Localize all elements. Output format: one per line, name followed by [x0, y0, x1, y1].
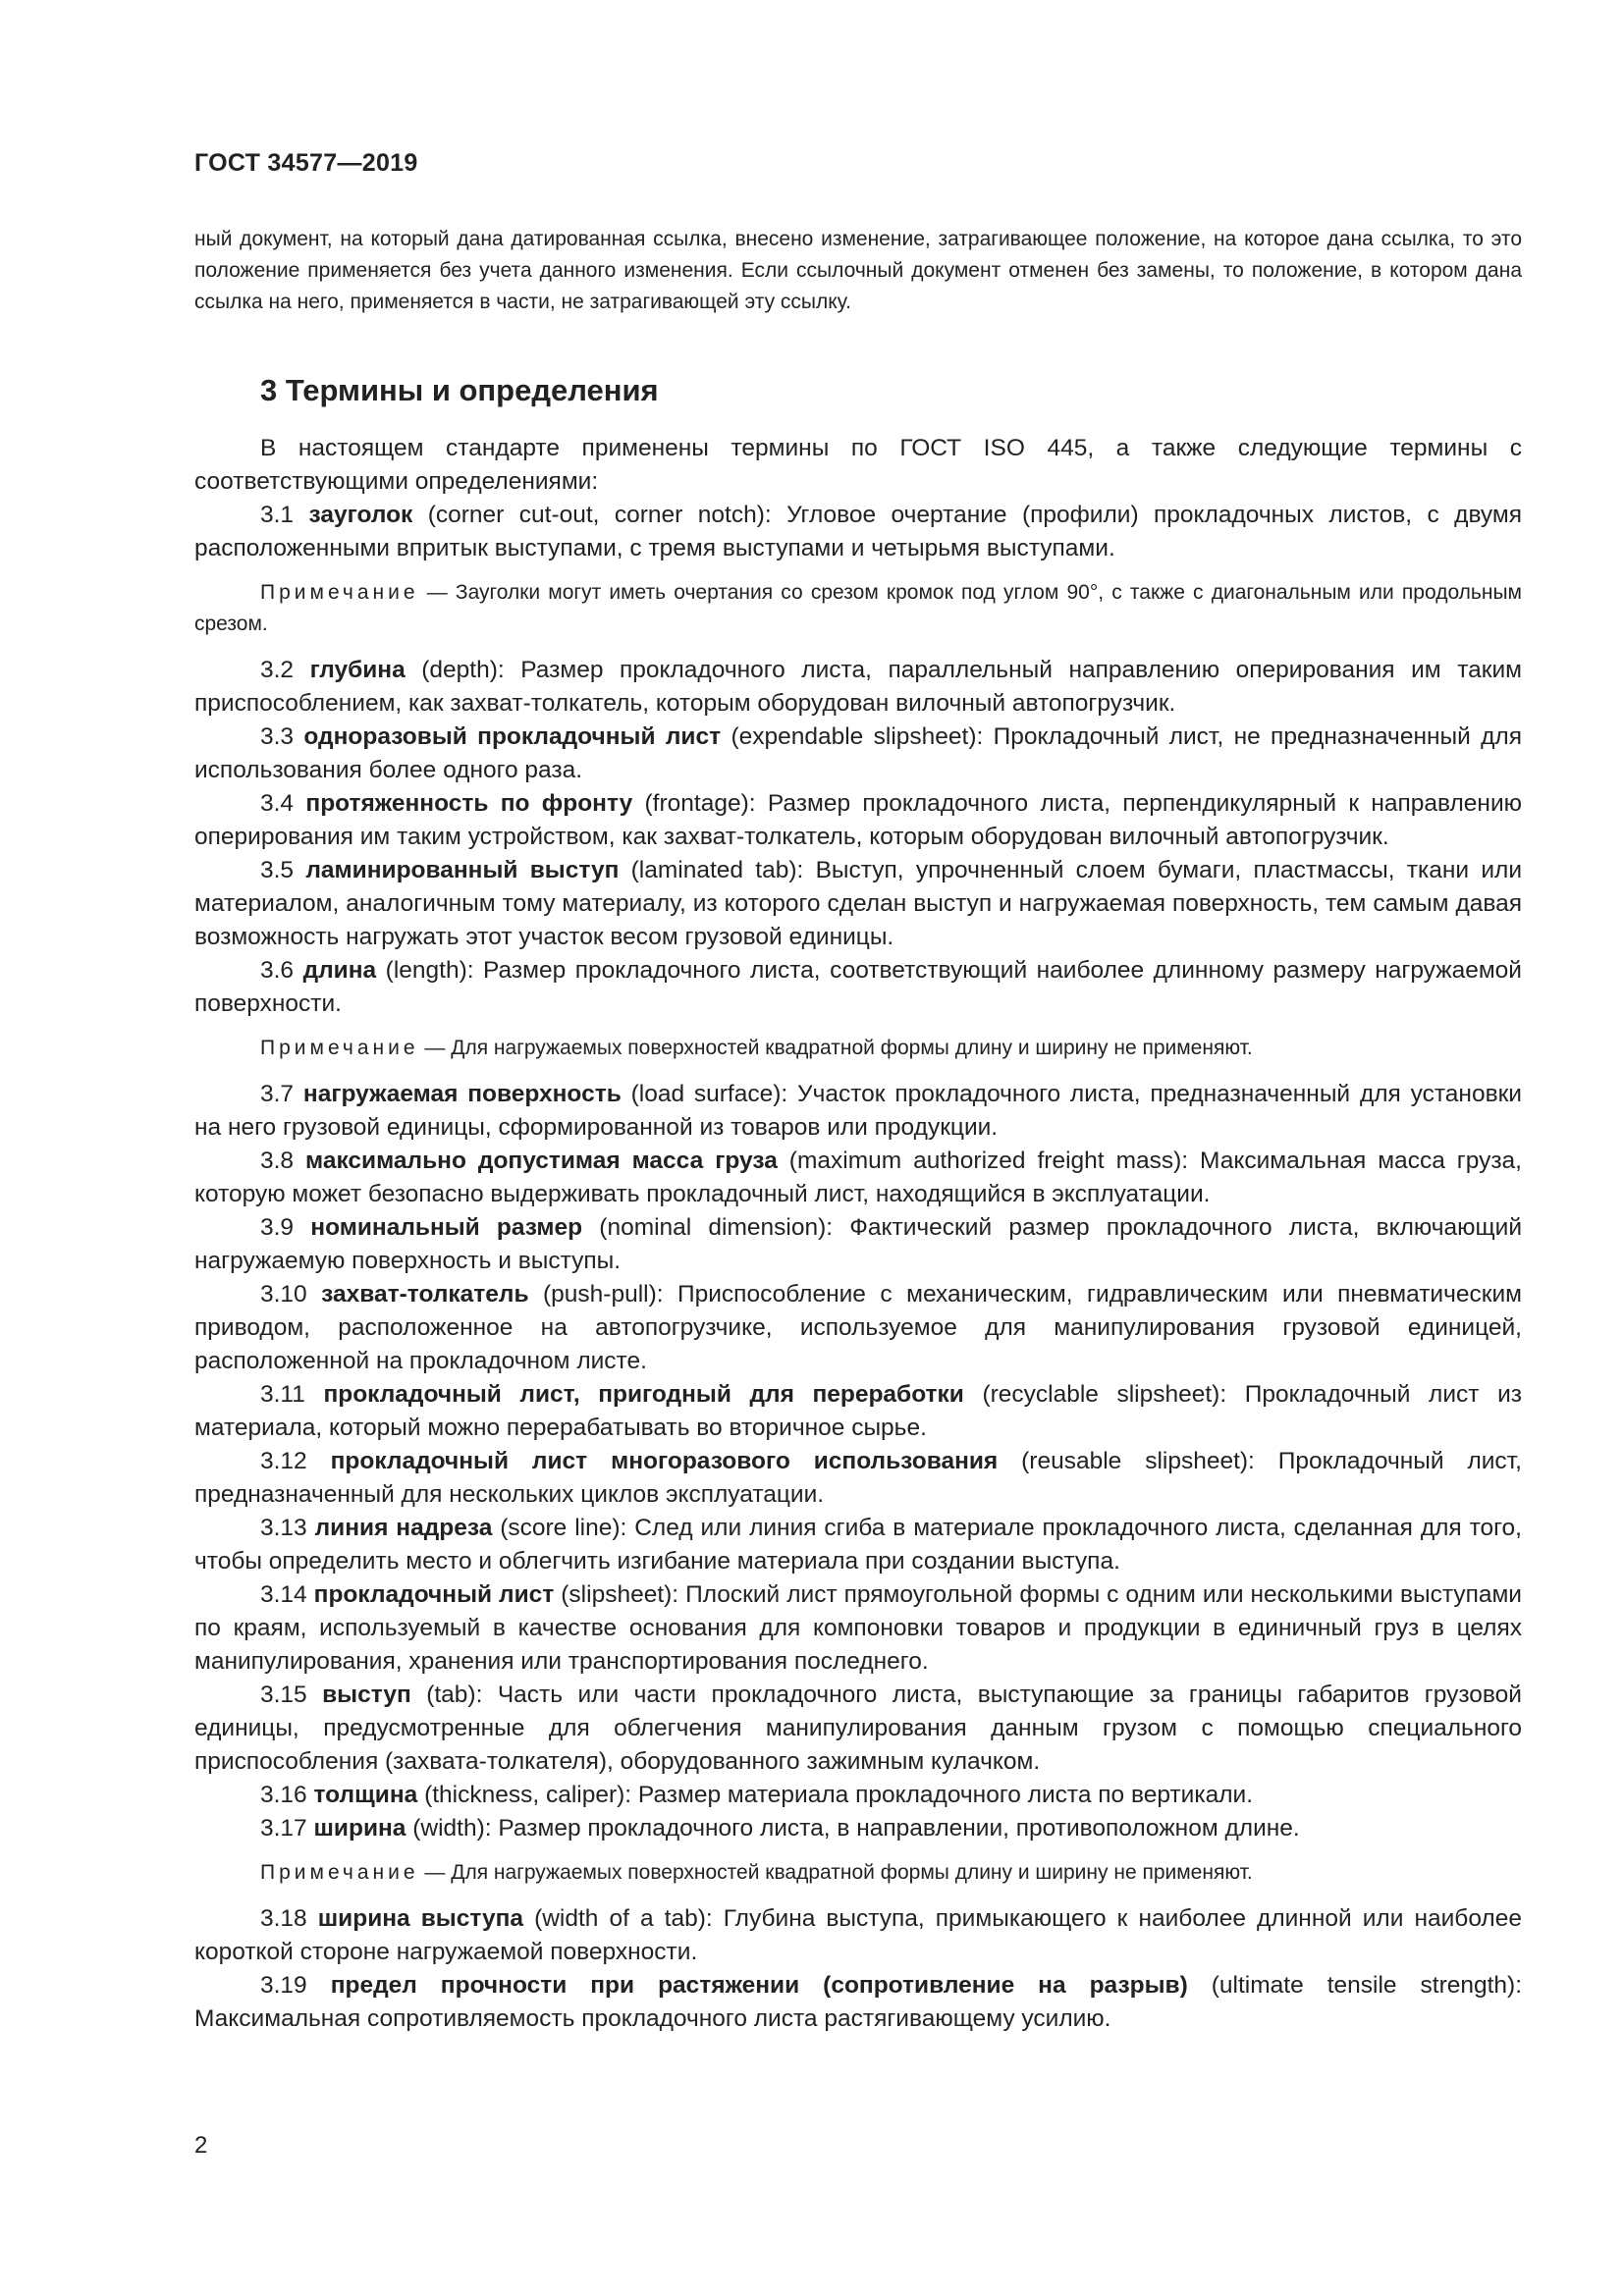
- term-name: выступ: [322, 1682, 411, 1708]
- term-name: максимально допустимая масса груза: [305, 1148, 778, 1174]
- term-number: 3.18: [260, 1905, 307, 1932]
- term-definition: (push-pull): Приспособление с механическим, гидравлическим или пневматическим приводом, расположенное на автопогрузчике, используемое для манипулирования грузовой единицей, расположенной на прокладочном листе.: [194, 1281, 1522, 1374]
- term-name: номинальный размер: [310, 1214, 583, 1241]
- term-entry: [194, 1145, 1522, 1211]
- term-definition: (expendable slipsheet): Прокладочный лист, не предназначенный для использования более одного раза.: [194, 723, 1522, 783]
- note: [194, 577, 1522, 640]
- term-name: захват-толкатель: [321, 1281, 529, 1308]
- term-entry: [194, 721, 1522, 787]
- note-label: Примечание: [260, 1037, 419, 1059]
- term-name: нагружаемая поверхность: [302, 1081, 622, 1107]
- term-name: одноразовый прокладочный лист: [303, 723, 722, 750]
- note-label: Примечание: [260, 581, 419, 604]
- note-text: — Для нагружаемых поверхностей квадратной формы длину и ширину не применяют.: [418, 1861, 1253, 1884]
- note-label: Примечание: [260, 1861, 419, 1884]
- term-number: 3.3: [260, 723, 295, 750]
- page-number: 2: [194, 2132, 208, 2159]
- term-entry: [194, 1078, 1522, 1145]
- term-number: 3.1: [260, 502, 295, 528]
- term-number: 3.4: [260, 790, 295, 817]
- term-number: 3.13: [260, 1515, 307, 1541]
- term-definition: (frontage): Размер прокладочного листа, перпендикулярный к направлению оперирования им таким устройством, как захват-толкатель, которым оборудован вилочный автопогрузчик.: [194, 790, 1523, 850]
- term-definition: (width of a tab): Глубина выступа, примыкающего к наиболее длинной или наиболее короткой стороне нагружаемой поверхности.: [194, 1905, 1522, 1965]
- term-name: ширина: [313, 1815, 406, 1842]
- term-number: 3.12: [260, 1448, 307, 1474]
- term-definition: (recyclable slipsheet): Прокладочный лист из материала, который можно перерабатывать во вторичное сырье.: [194, 1381, 1522, 1441]
- term-number: 3.16: [260, 1782, 307, 1808]
- term-entry: [194, 1812, 1522, 1845]
- term-definition: (width): Размер прокладочного листа, в направлении, противоположном длине.: [406, 1815, 1300, 1842]
- term-entry: [194, 787, 1522, 854]
- term-entry: [194, 1969, 1522, 2036]
- term-name: предел прочности при растяжении (сопротивление на разрыв): [330, 1972, 1188, 1999]
- note: [194, 1033, 1522, 1064]
- term-definition: (nominal dimension): Фактический размер прокладочного листа, включающий нагружаемую поверхность и выступы.: [194, 1214, 1523, 1274]
- term-name: глубина: [309, 657, 406, 683]
- term-name: длина: [302, 957, 377, 984]
- term-number: 3.14: [260, 1581, 307, 1608]
- term-number: 3.6: [260, 957, 295, 984]
- term-definition: (maximum authorized freight mass): Максимальная масса груза, которую может безопасно выдерживать прокладочный лист, находящийся в эксплуатации.: [194, 1148, 1522, 1207]
- term-definition: (length): Размер прокладочного листа, соответствующий наиболее длинному размеру нагружаемой поверхности.: [194, 957, 1522, 1017]
- term-entry: [194, 499, 1522, 565]
- term-number: 3.5: [260, 857, 295, 883]
- term-entry: [194, 1679, 1522, 1779]
- term-entry: [194, 654, 1522, 721]
- term-definition: (slipsheet): Плоский лист прямоугольной формы с одним или несколькими выступами по краям, используемый в качестве основания для компоновки товаров и продукции в единичный груз в целях манипулирования, хранения или транспортирования последнего.: [194, 1581, 1522, 1675]
- term-name: зауголок: [308, 502, 413, 528]
- note-text: — Зауголки могут иметь очертания со срезом кромок под углом 90°, с также с диагональным или продольным срезом.: [194, 581, 1522, 635]
- term-name: ламинированный выступ: [305, 857, 620, 883]
- term-definition: (score line): След или линия сгиба в материале прокладочного листа, сделанная для того, чтобы определить место и облегчить изгибание материала при создании выступа.: [194, 1515, 1522, 1575]
- term-entry: [194, 1578, 1522, 1679]
- term-entry: [194, 1779, 1522, 1812]
- term-number: 3.2: [260, 657, 295, 683]
- term-name: прокладочный лист: [313, 1581, 555, 1608]
- section-body: [194, 432, 1522, 2036]
- section-title: 3 Термины и определения: [260, 373, 659, 407]
- term-number: 3.8: [260, 1148, 295, 1174]
- term-entry: [194, 1445, 1522, 1512]
- term-name: прокладочный лист, пригодный для переработки: [323, 1381, 964, 1408]
- intro-paragraph: ный документ, на который дана датированная ссылка, внесено изменение, затрагивающее положение, на которое дана ссылка, то это положение применяется без учета данного изменения. Если ссылочный документ отменен без замены, то положение, в котором дана ссылка на него, применяется в части, не затрагивающей эту ссылку.: [194, 228, 1522, 313]
- term-name: ширина выступа: [317, 1905, 524, 1932]
- document-page: [194, 0, 1522, 2296]
- term-entry: [194, 1378, 1522, 1445]
- term-definition: (thickness, caliper): Размер материала прокладочного листа по вертикали.: [417, 1782, 1254, 1808]
- term-entry: [194, 1211, 1522, 1278]
- term-number: 3.19: [260, 1972, 307, 1999]
- term-number: 3.17: [260, 1815, 307, 1842]
- running-header: ГОСТ 34577—2019: [194, 149, 418, 177]
- term-entry: [194, 1902, 1522, 1969]
- note: [194, 1857, 1522, 1889]
- term-name: прокладочный лист многоразового использования: [330, 1448, 999, 1474]
- term-name: протяженность по фронту: [305, 790, 633, 817]
- term-name: линия надреза: [314, 1515, 493, 1541]
- term-definition: (laminated tab): Выступ, упрочненный слоем бумаги, пластмассы, ткани или материалом, аналогичным тому материалу, из которого сделан выступ и нагружаемая поверхность, тем самым давая возможность нагружать этот участок весом грузовой единицы.: [194, 857, 1523, 950]
- term-definition: (corner cut-out, corner notch): Угловое очертание (профили) прокладочных листов, с двумя расположенными впритык выступами, с тремя выступами и четырьмя выступами.: [194, 502, 1523, 561]
- term-number: 3.7: [260, 1081, 295, 1107]
- term-definition: (ultimate tensile strength): Максимальная сопротивляемость прокладочного листа растягивающему усилию.: [194, 1972, 1523, 2032]
- term-definition: (reusable slipsheet): Прокладочный лист, предназначенный для нескольких циклов эксплуатации.: [194, 1448, 1522, 1508]
- term-number: 3.10: [260, 1281, 307, 1308]
- term-definition: (depth): Размер прокладочного листа, параллельный направлению оперирования им таким приспособлением, как захват-толкатель, которым оборудован вилочный автопогрузчик.: [194, 657, 1523, 717]
- note-text: — Для нагружаемых поверхностей квадратной формы длину и ширину не применяют.: [418, 1037, 1253, 1059]
- term-entry: [194, 854, 1522, 954]
- term-definition: (tab): Часть или части прокладочного листа, выступающие за границы габаритов грузовой единицы, предусмотренные для облегчения манипулирования данным грузом с помощью специального приспособления (захвата-толкателя), оборудованного зажимным кулачком.: [194, 1682, 1522, 1775]
- section-lead: В настоящем стандарте применены термины по ГОСТ ISO 445, а также следующие термины с соответствующими определениями:: [194, 435, 1522, 495]
- term-number: 3.9: [260, 1214, 295, 1241]
- term-number: 3.15: [260, 1682, 307, 1708]
- term-entry: [194, 1278, 1522, 1378]
- term-number: 3.11: [260, 1381, 305, 1408]
- term-name: толщина: [313, 1782, 418, 1808]
- term-entry: [194, 1512, 1522, 1578]
- term-definition: (load surface): Участок прокладочного листа, предназначенный для установки на него грузовой единицы, сформированной из товаров или продукции.: [194, 1081, 1522, 1141]
- term-entry: [194, 954, 1522, 1021]
